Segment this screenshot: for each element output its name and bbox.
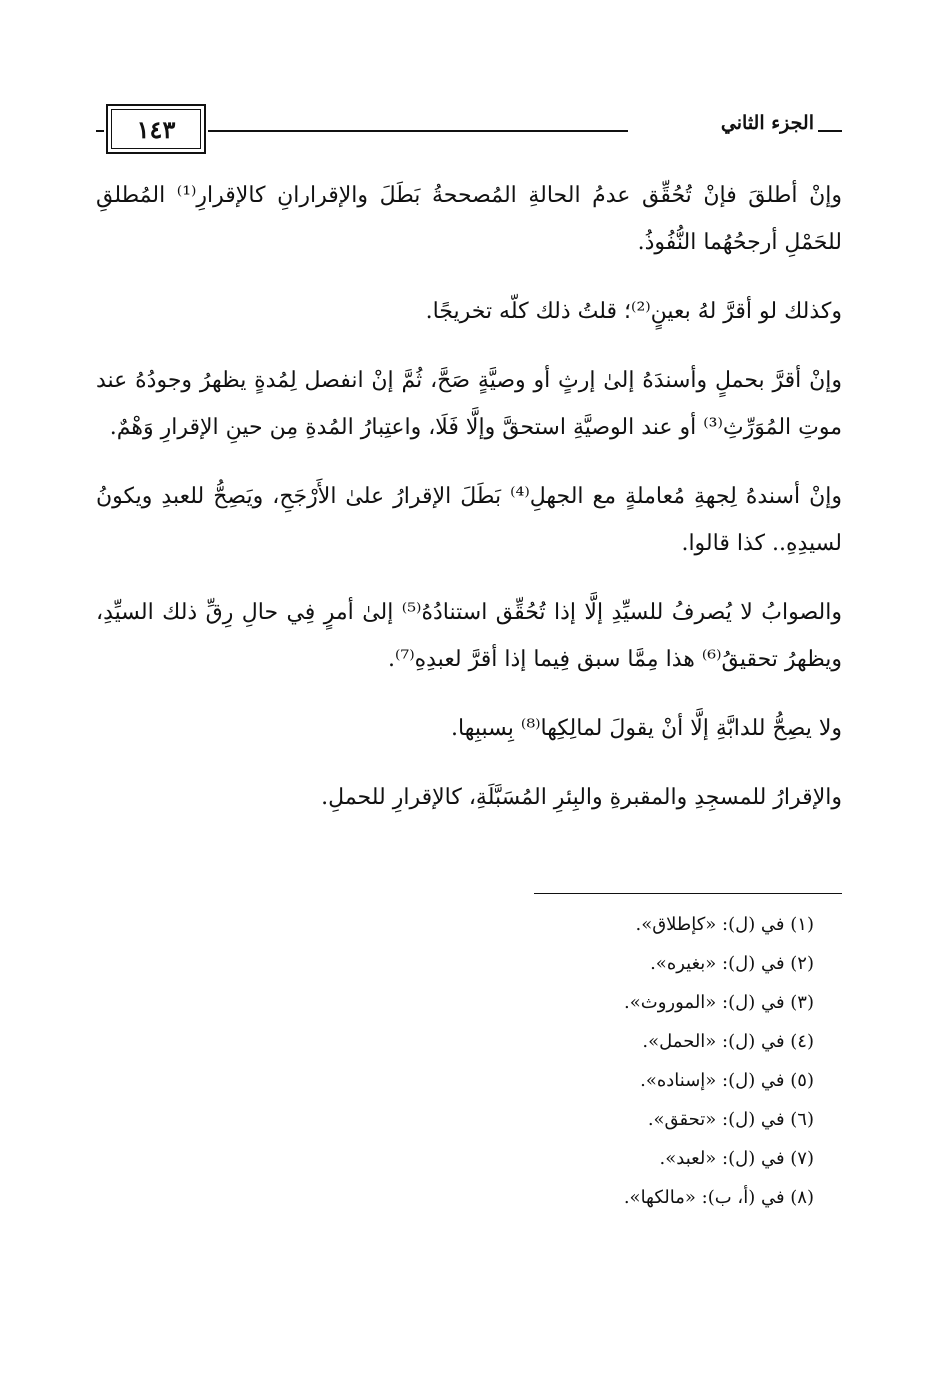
footnote: (٨) في (أ، ب): «مالكها».	[623, 1187, 814, 1208]
main-text	[96, 172, 842, 843]
footnote: (٤) في (ل): «الحمل».	[642, 1031, 814, 1052]
running-title: الجزء الثاني	[720, 112, 814, 134]
page-number-box	[106, 104, 206, 154]
header-rule-right	[818, 130, 842, 132]
page-number: ١٤٣	[111, 109, 201, 149]
paragraph: والإقرارُ للمسجِدِ والمقبرةِ والبِئرِ المُسَبَّلَةِ، كالإقرارِ للحملِ.	[321, 785, 842, 810]
paragraph: وإنْ أطلقَ فإنْ تُحُقِّق عدمُ الحالةِ المُصححةُ بَطَلَ والإقرارانِ كالإقرارِ⁽¹⁾ المُطلقِ للحَمْلِ أرجحُهُما النُّفُوذُ.	[96, 183, 842, 255]
paragraph: وإنْ أسندهُ لِجهةِ مُعاملةٍ مع الجهلِ⁽⁴⁾ بَطَلَ الإقرارُ علىٰ الأَرْجَحِ، ويَصِحُّ للعبدِ ويكونُ لسيدِهِ.. كذا قالوا.	[96, 484, 842, 556]
footnote-separator	[534, 893, 842, 894]
footnote: (٢) في (ل): «بغيره».	[650, 953, 814, 974]
footnotes	[414, 905, 814, 1217]
header-rule-middle	[208, 130, 628, 132]
paragraph: ولا يصِحُّ للدابَّةِ إلَّا أنْ يقولَ لمالِكِها⁽⁸⁾ بِسببِها.	[451, 716, 842, 741]
footnote: (٧) في (ل): «لعبد».	[659, 1148, 814, 1169]
footnote: (١) في (ل): «كإطلاق».	[635, 914, 814, 935]
paragraph: والصوابُ لا يُصرفُ للسيِّدِ إلَّا إذا تُحُقِّق استنادُهُ⁽⁵⁾ إلىٰ أمرٍ فِي حالِ رِقِّ ذلك السيِّدِ، ويظهرُ تحقيقُ⁽⁶⁾ هذا مِمَّا سبق فِيما إذا أقرَّ لعبدِهِ⁽⁷⁾.	[96, 600, 842, 672]
footnote: (٦) في (ل): «تحقق».	[647, 1109, 814, 1130]
page-header	[96, 100, 842, 170]
footnote: (٥) في (ل): «إسناده».	[640, 1070, 814, 1091]
footnote: (٣) في (ل): «الموروث».	[624, 992, 814, 1013]
paragraph: وإنْ أقرَّ بحملٍ وأسندَهُ إلىٰ إرثٍ أو وصيَّةٍ صَحَّ، ثُمَّ إنْ انفصل لِمُدةٍ يظهرُ وجودُهُ عند موتِ المُوَرِّثِ⁽³⁾ أو عند الوصيَّةِ استحقَّ وإلَّا فَلَا، واعتِبارُ المُدةِ مِن حينِ الإقرارِ وَهْمٌ.	[96, 368, 842, 440]
paragraph: وكذلك لو أقرَّ لهُ بعينٍ⁽²⁾؛ قلتُ ذلك كلّه تخريجًا.	[425, 299, 842, 324]
header-rule-left	[96, 130, 104, 132]
